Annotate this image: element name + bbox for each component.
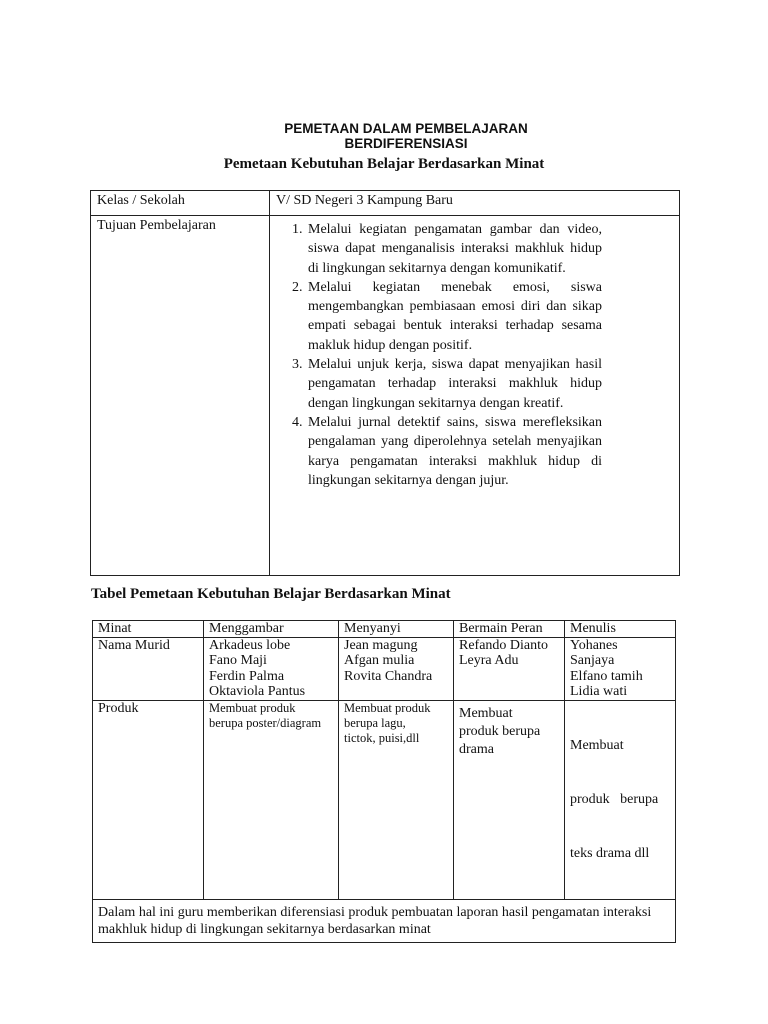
product-text: Membuat produk xyxy=(209,700,296,715)
product-text: produk berupa xyxy=(570,791,659,807)
students-row xyxy=(93,637,676,700)
product-text: Membuat xyxy=(459,705,513,721)
header-bermain-peran: Bermain Peran xyxy=(454,621,565,638)
product-label: Produk xyxy=(93,700,204,899)
product-text: produk berupa xyxy=(459,723,541,739)
student-name: Sanjaya xyxy=(570,653,615,668)
product-text: berupa lagu, xyxy=(344,715,406,730)
student-name: Oktaviola Pantus xyxy=(209,684,306,699)
goal-item: 2. Melalui kegiatan menebak emosi, siswa mengembangkan pembiasaan emosi diri dan sikap empati sebagai bentuk interaksi terhadap sesama makluk hidup dengan positif. xyxy=(306,278,602,355)
page-title-line2: BERDIFERENSIASI xyxy=(344,136,468,151)
info-table xyxy=(90,190,680,576)
product-text: Membuat xyxy=(570,737,624,753)
page-subtitle: Pemetaan Kebutuhan Belajar Berdasarkan Minat xyxy=(223,156,545,172)
students-bermain-peran xyxy=(454,637,565,700)
product-menulis xyxy=(565,700,676,899)
product-row xyxy=(93,700,676,899)
student-name: Jean magung xyxy=(344,637,418,653)
goal-item: 1. Melalui kegiatan pengamatan gambar dan video, siswa dapat menganalisis interaksi makhluk hidup di lingkungan sekitarnya dengan komunikatif. xyxy=(306,220,602,278)
header-menggambar: Menggambar xyxy=(204,621,339,638)
product-text: berupa poster/diagram xyxy=(209,715,322,730)
student-name: Ferdin Palma xyxy=(209,668,285,684)
class-label: Kelas / Sekolah xyxy=(91,191,270,216)
goal-cell xyxy=(270,216,680,576)
product-text: Membuat produk xyxy=(344,700,431,715)
table-header-row xyxy=(93,621,676,638)
interest-table-title: Tabel Pemetaan Kebutuhan Belajar Berdasarkan Minat xyxy=(91,586,451,602)
interest-table xyxy=(92,620,676,943)
page-title-line1: PEMETAAN DALAM PEMBELAJARAN xyxy=(284,121,528,136)
student-name: Fano Maji xyxy=(209,653,267,668)
student-name: Afgan mulia xyxy=(344,653,415,668)
student-name: Lidia wati xyxy=(570,684,628,699)
note-text: Dalam hal ini guru memberikan diferensiasi produk pembuatan laporan hasil pengamatan interaksi makhluk hidup di lingkungan sekitarnya berdasarkan minat xyxy=(93,899,676,942)
goal-row xyxy=(91,216,680,576)
product-text: drama xyxy=(459,741,494,757)
students-menggambar xyxy=(204,637,339,700)
goal-label: Tujuan Pembelajaran xyxy=(91,216,270,576)
students-menyanyi xyxy=(339,637,454,700)
student-name: Elfano tamih xyxy=(570,668,643,684)
product-text: teks drama dll xyxy=(570,845,650,861)
student-name: Rovita Chandra xyxy=(344,668,433,684)
class-row xyxy=(91,191,680,216)
student-name: Refando Dianto xyxy=(459,637,549,653)
product-menyanyi xyxy=(339,700,454,899)
students-label: Nama Murid xyxy=(93,637,204,700)
note-row xyxy=(93,899,676,942)
product-bermain-peran xyxy=(454,700,565,899)
header-minat: Minat xyxy=(93,621,204,638)
header-menyanyi: Menyanyi xyxy=(339,621,454,638)
product-text: tictok, puisi,dll xyxy=(344,730,420,745)
students-menulis xyxy=(565,637,676,700)
header-menulis: Menulis xyxy=(565,621,676,638)
student-name: Leyra Adu xyxy=(459,653,519,668)
goal-item: 3. Melalui unjuk kerja, siswa dapat menyajikan hasil pengamatan terhadap interaksi makhluk hidup dengan lingkungan sekitarnya dengan kreatif. xyxy=(306,355,602,413)
product-menggambar xyxy=(204,700,339,899)
goal-list xyxy=(276,220,602,490)
student-name: Yohanes xyxy=(570,637,618,653)
class-value: V/ SD Negeri 3 Kampung Baru xyxy=(270,191,680,216)
student-name: Arkadeus lobe xyxy=(209,637,291,653)
goal-item: 4. Melalui jurnal detektif sains, siswa merefleksikan pengalaman yang diperolehnya setelah menyajikan karya pengamatan interaksi makhluk hidup di lingkungan sekitarnya dengan jujur. xyxy=(306,413,602,490)
